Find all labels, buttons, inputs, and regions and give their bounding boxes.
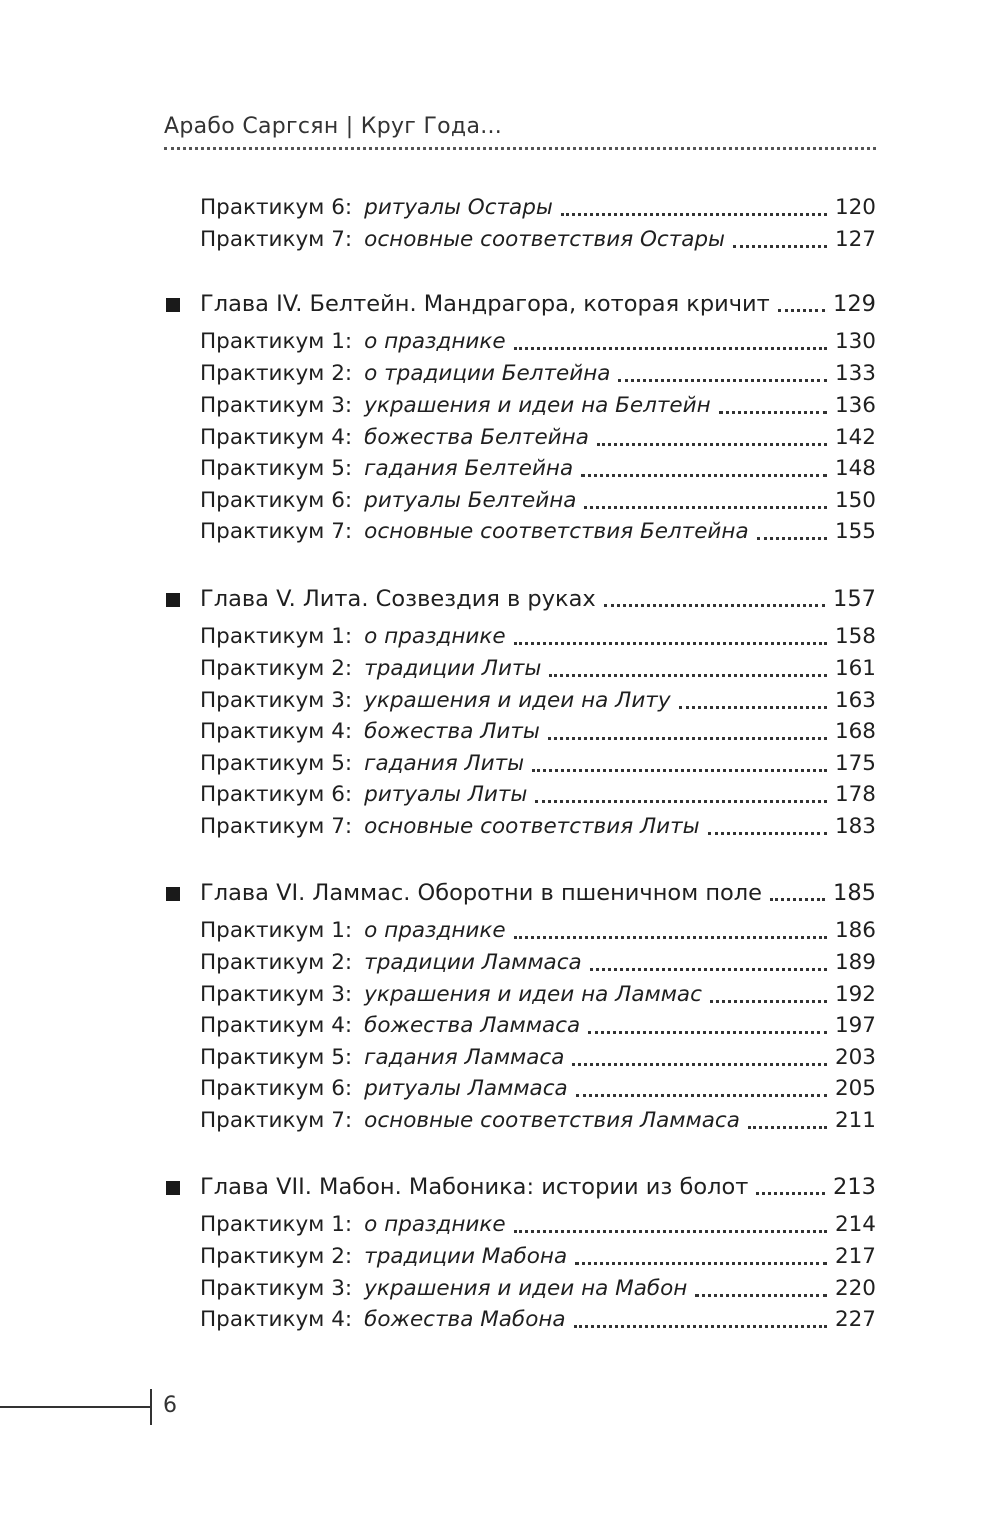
toc-entry (200, 1105, 876, 1137)
toc-page-number: 220 (834, 1276, 876, 1301)
toc-entry-title: божества Ламмаса (364, 1013, 581, 1038)
toc-page-number: 157 (833, 586, 876, 612)
toc-page-number: 213 (833, 1174, 876, 1200)
toc-entry-label: Практикум 6: (200, 195, 353, 220)
toc-entry (200, 716, 876, 748)
toc-entry (200, 1073, 876, 1105)
toc-entry-label: Практикум 3: (200, 688, 353, 713)
toc-page-number: 161 (834, 656, 876, 681)
toc-entry-title: украшения и идеи на Литу (364, 688, 671, 713)
toc-entry-label: Практикум 5: (200, 751, 353, 776)
toc-entry (200, 422, 876, 454)
dot-leader (710, 1000, 827, 1003)
toc-page-number: 120 (834, 195, 876, 220)
toc-entry (200, 326, 876, 358)
toc-entry-title: божества Белтейна (364, 425, 589, 450)
toc-chapter-title: Глава IV. Белтейн. Мандрагора, которая кричит (200, 291, 770, 317)
dot-leader (757, 537, 827, 540)
dot-leader (532, 769, 827, 772)
dot-leader (778, 309, 825, 312)
toc-entry-label: Практикум 1: (200, 1212, 353, 1237)
toc-entry-label: Практикум 5: (200, 1045, 353, 1070)
square-bullet-icon (166, 1181, 180, 1195)
toc-entry-title: о празднике (364, 918, 506, 943)
dot-leader (561, 213, 827, 216)
toc-chapter-title: Глава V. Лита. Созвездия в руках (200, 586, 596, 612)
toc-page-number: 129 (833, 291, 876, 317)
toc-page-number: 185 (833, 880, 876, 906)
toc-entry (200, 453, 876, 485)
toc-page-number: 175 (834, 751, 876, 776)
toc-entry (200, 685, 876, 717)
toc-page-number: 205 (834, 1076, 876, 1101)
toc-entry-title: ритуалы Остары (364, 195, 553, 220)
toc-page-number: 163 (834, 688, 876, 713)
toc-entry-label: Практикум 7: (200, 1108, 353, 1133)
toc-page-number: 183 (834, 814, 876, 839)
toc-entry (200, 748, 876, 780)
dot-leader (708, 832, 827, 835)
toc-page-number: 178 (834, 782, 876, 807)
square-bullet-icon (166, 298, 180, 312)
toc-entry-label: Практикум 6: (200, 782, 353, 807)
dot-leader (719, 411, 827, 414)
toc-entry (200, 516, 876, 548)
header-dotted-rule (164, 147, 876, 150)
toc-entry (200, 653, 876, 685)
toc-entry-title: украшения и идеи на Белтейн (364, 393, 711, 418)
toc-entry-label: Практикум 1: (200, 329, 353, 354)
toc-entry-label: Практикум 6: (200, 488, 353, 513)
toc-entry-title: о традиции Белтейна (364, 361, 611, 386)
dot-leader (514, 936, 827, 939)
dot-leader (588, 1031, 827, 1034)
toc-entry (200, 915, 876, 947)
toc-entry (200, 224, 876, 256)
toc-entry-label: Практикум 1: (200, 918, 353, 943)
toc-page-number: 168 (834, 719, 876, 744)
toc-page-number: 148 (834, 456, 876, 481)
toc-entry-label: Практикум 2: (200, 950, 353, 975)
toc-entry (200, 779, 876, 811)
toc-page-number: 136 (834, 393, 876, 418)
toc-page-number: 192 (834, 982, 876, 1007)
toc-entry (200, 358, 876, 390)
toc-entry-title: традиции Мабона (364, 1244, 568, 1269)
toc-page-number: 155 (834, 519, 876, 544)
toc-entry-label: Практикум 5: (200, 456, 353, 481)
dot-leader (695, 1294, 827, 1297)
toc-entry (200, 1304, 876, 1336)
dot-leader (514, 347, 827, 350)
toc-entry-title: украшения и идеи на Мабон (364, 1276, 688, 1301)
toc-entry-title: традиции Литы (364, 656, 542, 681)
toc-entry-label: Практикум 3: (200, 982, 353, 1007)
toc-entry (200, 192, 876, 224)
toc-entry-title: божества Литы (364, 719, 540, 744)
toc-entry-label: Практикум 7: (200, 814, 353, 839)
toc-page-number: 142 (834, 425, 876, 450)
toc-entry-title: основные соответствия Ламмаса (364, 1108, 740, 1133)
toc-entry-label: Практикум 4: (200, 1307, 353, 1332)
toc-page-number: 227 (834, 1307, 876, 1332)
toc-entry-title: украшения и идеи на Ламмас (364, 982, 702, 1007)
dot-leader (618, 379, 827, 382)
toc-entry (200, 947, 876, 979)
toc-entry-title: традиции Ламмаса (364, 950, 582, 975)
toc-entry-title: ритуалы Ламмаса (364, 1076, 568, 1101)
dot-leader (575, 1262, 827, 1265)
toc-page-number: 127 (834, 227, 876, 252)
toc-page-number: 211 (834, 1108, 876, 1133)
dot-leader (514, 642, 827, 645)
toc-entry-label: Практикум 7: (200, 519, 353, 544)
toc-entry-label: Практикум 2: (200, 656, 353, 681)
toc-entry-label: Практикум 4: (200, 719, 353, 744)
toc-entry-title: ритуалы Литы (364, 782, 528, 807)
dot-leader (590, 968, 827, 971)
toc-entry-title: божества Мабона (364, 1307, 566, 1332)
toc-entry-title: основные соответствия Белтейна (364, 519, 749, 544)
toc-page-number: 133 (834, 361, 876, 386)
toc-entry (200, 1042, 876, 1074)
page-number: 6 (163, 1393, 177, 1418)
toc-entry-label: Практикум 2: (200, 361, 353, 386)
dot-leader (514, 1230, 827, 1233)
dot-leader (733, 245, 827, 248)
toc-entry (200, 1241, 876, 1273)
toc-entry (200, 485, 876, 517)
dot-leader (748, 1126, 827, 1129)
toc-entry (200, 621, 876, 653)
toc-entry-label: Практикум 4: (200, 425, 353, 450)
toc-entry-title: основные соответствия Литы (364, 814, 700, 839)
square-bullet-icon (166, 593, 180, 607)
toc-page-number: 197 (834, 1013, 876, 1038)
toc-page-number: 130 (834, 329, 876, 354)
toc-entry (200, 811, 876, 843)
toc-entry-label: Практикум 1: (200, 624, 353, 649)
toc-entry-label: Практикум 3: (200, 393, 353, 418)
toc-chapter-title: Глава VII. Мабон. Мабоника: истории из болот (200, 1174, 749, 1200)
toc-page-number: 217 (834, 1244, 876, 1269)
footer-tick (150, 1389, 152, 1425)
dot-leader (535, 800, 827, 803)
toc-entry-title: о празднике (364, 329, 506, 354)
dot-leader (597, 443, 827, 446)
dot-leader (548, 737, 827, 740)
dot-leader (756, 1192, 825, 1195)
toc-entry (200, 979, 876, 1011)
running-head: Арабо Саргсян | Круг Года... (164, 114, 503, 139)
toc-chapter (166, 583, 876, 615)
toc-entry (200, 1209, 876, 1241)
toc-entry-label: Практикум 7: (200, 227, 353, 252)
toc-entry (200, 1273, 876, 1305)
toc-page-number: 150 (834, 488, 876, 513)
toc-entry (200, 1010, 876, 1042)
toc-chapter (166, 288, 876, 320)
toc-entry-title: о празднике (364, 1212, 506, 1237)
dot-leader (679, 706, 827, 709)
toc-entry-title: ритуалы Белтейна (364, 488, 577, 513)
footer-rule (0, 1406, 150, 1408)
dot-leader (581, 474, 827, 477)
toc-entry-title: основные соответствия Остары (364, 227, 726, 252)
toc-entry (200, 390, 876, 422)
toc-page-number: 214 (834, 1212, 876, 1237)
toc-entry-title: о празднике (364, 624, 506, 649)
toc-entry-label: Практикум 3: (200, 1276, 353, 1301)
toc-page-number: 158 (834, 624, 876, 649)
toc-chapter (166, 1171, 876, 1203)
dot-leader (576, 1094, 827, 1097)
toc-entry-title: гадания Ламмаса (364, 1045, 565, 1070)
toc-entry-label: Практикум 4: (200, 1013, 353, 1038)
dot-leader (572, 1063, 827, 1066)
toc-page-number: 189 (834, 950, 876, 975)
toc-chapter (166, 877, 876, 909)
dot-leader (574, 1325, 827, 1328)
toc-entry-label: Практикум 6: (200, 1076, 353, 1101)
toc-entry-title: гадания Литы (364, 751, 525, 776)
toc-entry-title: гадания Белтейна (364, 456, 574, 481)
dot-leader (770, 898, 825, 901)
dot-leader (549, 674, 827, 677)
toc-chapter-title: Глава VI. Ламмас. Оборотни в пшеничном поле (200, 880, 763, 906)
dot-leader (604, 604, 825, 607)
toc-entry-label: Практикум 2: (200, 1244, 353, 1269)
square-bullet-icon (166, 887, 180, 901)
dot-leader (584, 506, 827, 509)
toc-page-number: 203 (834, 1045, 876, 1070)
toc-page-number: 186 (834, 918, 876, 943)
